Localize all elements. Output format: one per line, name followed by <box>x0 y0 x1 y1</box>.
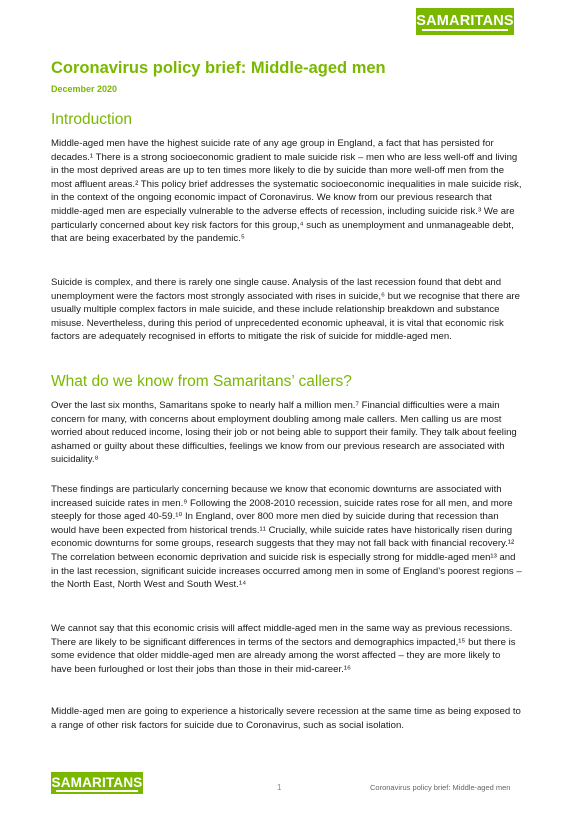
paragraph: Suicide is complex, and there is rarely one single cause. Analysis of the last recession found that debt and unemployment were the factors most strongly associated with rises in suicide,⁶ but we recognise that there are usually multiple complex factors in male suicide, and these include relationship breakdown and substance misuse. Nevertheless, during this period of unprecedented economic upheaval, it is vital that economic risk factors are adequately recognised in efforts to mitigate the risk of suicide for middle-aged men. <box>51 277 520 343</box>
paragraph: These findings are particularly concerning because we know that economic downturns are associated with increased suicide rates in men.⁹ Following the 2008-2010 recession, suicide rates rose for all men, and more steeply for those aged 40-59.¹⁰ In England, over 800 more men died by suicide during that recession than would have been expected from historical trends.¹¹ Crucially, while suicide rates have historically risen during economic downturns for some groups, research suggests that they may not fall back with financial recovery.¹² The correlation between economic deprivation and suicide risk is especially strong for middle-aged men¹³ and in the last recession, significant suicide increases occurred among men in some of England’s poorest regions – the North East, North West and South West.¹⁴ <box>51 484 522 591</box>
paragraph: We cannot say that this economic crisis will affect middle-aged men in the same way as previous recessions. There are likely to be significant differences in terms of the sectors and demographics impacted,¹⁵ but there is some evidence that older middle-aged men are already among the worst affected – they are more likely to have been furloughed or lost their jobs than those in their mid-career.¹⁶ <box>51 623 516 675</box>
page-number: 1 <box>277 783 282 792</box>
footer-logo-text: SAMARITANS <box>51 775 143 790</box>
paragraph: Middle-aged men are going to experience a historically severe recession at the same time as being exposed to a range of other risk factors for suicide due to Coronavirus, such as social isolation. <box>51 706 521 731</box>
footer-logo-underline <box>56 790 138 792</box>
section-heading-callers: What do we know from Samaritans’ callers? <box>51 373 352 390</box>
samaritans-logo <box>416 8 514 35</box>
logo-underline <box>422 29 508 31</box>
section-heading-introduction: Introduction <box>51 111 132 128</box>
document-title: Coronavirus policy brief: Middle-aged men <box>51 59 386 77</box>
document-date: December 2020 <box>51 84 118 94</box>
logo-text: SAMARITANS <box>416 13 514 29</box>
paragraph: Over the last six months, Samaritans spoke to nearly half a million men.⁷ Financial difficulties were a main concern for many, with concerns about employment doubling among male callers. Men calling us are most worried about reduced income, losing their job or not being able to support their family. They talk about feeling ashamed or guilty about these difficulties, feelings we know from our previous research are associated with suicidality.⁸ <box>51 400 517 466</box>
footer-samaritans-logo <box>51 772 143 794</box>
footer-title: Coronavirus policy brief: Middle-aged men <box>370 783 511 792</box>
paragraph: Middle-aged men have the highest suicide rate of any age group in England, a fact that has persisted for decades.¹ There is a strong socioeconomic gradient to male suicide risk – men who are less well-off and living in the most deprived areas are up to ten times more likely to die by suicide than more well-off men from the most affluent areas.² This policy brief addresses the systematic socioeconomic inequalities in male suicide risk, in the context of the ongoing economic impact of Coronavirus. We know from our previous research that middle-aged men are especially vulnerable to the adverse effects of recession, including suicide risk.³ We are particularly concerned about key risk factors for this group,⁴ such as unemployment and unmanageable debt, that are being exacerbated by the pandemic.⁵ <box>51 138 522 245</box>
